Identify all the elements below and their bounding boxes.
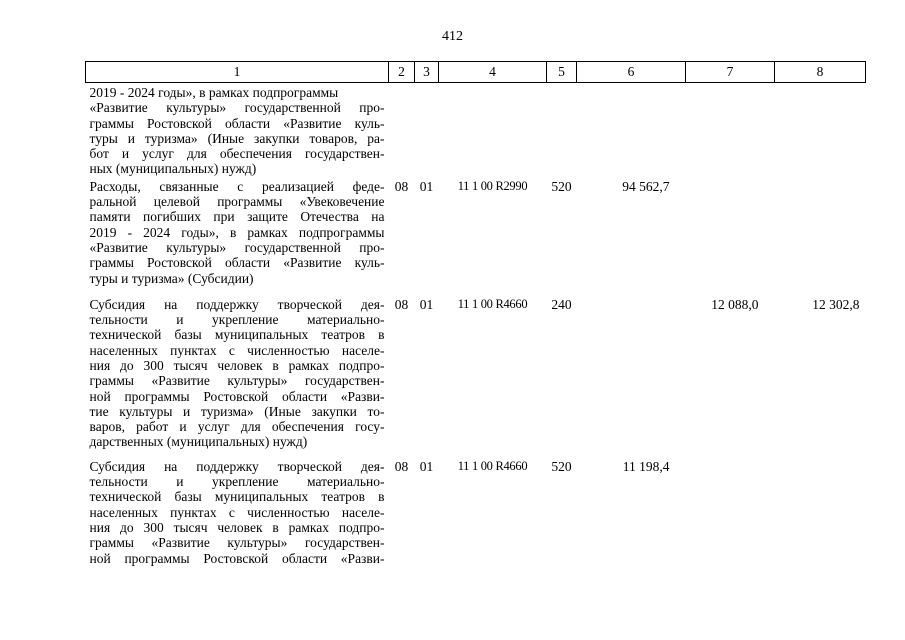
- table-row: [86, 177, 866, 295]
- description-line: технической базы муниципальных театров в: [89, 327, 385, 343]
- description-line: варов, работ и услуг для обеспечения госу-: [89, 419, 385, 435]
- description-line: населенных пунктах с численностью населе-: [89, 504, 385, 520]
- subsection-code: 01: [419, 296, 434, 312]
- column-header: 1: [86, 62, 389, 83]
- column-header: 4: [439, 62, 547, 83]
- amount-col7: [686, 83, 775, 177]
- description-line: Расходы, связанные с реализацией феде-: [89, 178, 385, 194]
- description-line: памяти погибших при защите Отечества на: [89, 209, 385, 225]
- amount-col8: [775, 177, 866, 295]
- amount-col6: [577, 295, 686, 457]
- description-line: 2019 - 2024 годы», в рамках подпрограммы: [89, 85, 339, 100]
- amount-col8: [775, 83, 866, 177]
- expense-type-code: 520: [551, 178, 572, 194]
- description-line: дарственных (муниципальных) нужд): [89, 434, 308, 450]
- section-code: 08: [394, 458, 409, 474]
- table-row: [86, 457, 866, 569]
- target-article-code: 11 1 00 R4660: [457, 458, 528, 473]
- column-header: 6: [577, 62, 686, 83]
- column-header: 7: [686, 62, 775, 83]
- subsection-code: 01: [419, 178, 434, 194]
- description-line: ной программы Ростовской области «Разви-: [89, 550, 385, 566]
- column-header: 2: [389, 62, 415, 83]
- section-code: 08: [394, 296, 409, 312]
- description-line: граммы «Развитие культуры» государствен-: [89, 535, 385, 551]
- description-line: ральной целевой программы «Увековечение: [89, 194, 385, 210]
- description-line: Субсидия на поддержку творческой дея-: [89, 458, 385, 474]
- column-header: 3: [415, 62, 439, 83]
- amount-col7: 12 088,0: [711, 296, 759, 312]
- section-code: [389, 83, 415, 177]
- description-line: Субсидия на поддержку творческой дея-: [89, 296, 385, 312]
- amount-col8: 12 302,8: [812, 296, 860, 312]
- description-line: населенных пунктах с численностью населе-: [89, 342, 385, 358]
- amount-col7: [686, 457, 775, 569]
- amount-col7: [686, 177, 775, 295]
- expense-type-code: 520: [551, 458, 572, 474]
- table-row: [86, 83, 866, 177]
- subsection-code: [415, 83, 439, 177]
- description-line: ния до 300 тысяч человек в рамках подпро-: [89, 357, 385, 373]
- section-code: 08: [394, 178, 409, 194]
- page-number: 412: [442, 29, 463, 44]
- description-line: тельности и укрепление материально-: [89, 312, 385, 328]
- description-line: «Развитие культуры» государственной про-: [89, 239, 385, 255]
- description-line: туры и туризма» (Субсидии): [89, 270, 254, 286]
- description-line: ных (муниципальных) нужд): [89, 161, 257, 177]
- description-line: граммы «Развитие культуры» государствен-: [89, 373, 385, 389]
- column-header: 5: [547, 62, 577, 83]
- amount-col8: [775, 457, 866, 569]
- description-line: технической базы муниципальных театров в: [89, 489, 385, 505]
- target-article-code: 11 1 00 R4660: [457, 296, 528, 311]
- target-article-code: 11 1 00 R2990: [457, 178, 528, 193]
- amount-col6: 94 562,7: [622, 178, 670, 194]
- expense-type-code: [547, 83, 577, 177]
- description-line: 2019 - 2024 годы», в рамках подпрограммы: [89, 224, 385, 240]
- row-description: [86, 295, 389, 457]
- description-line: бот и услуг для обеспечения государствен-: [89, 146, 385, 162]
- subsection-code: 01: [419, 458, 434, 474]
- description-line: граммы Ростовской области «Развитие куль-: [89, 255, 385, 271]
- description-line: граммы Ростовской области «Развитие куль-: [89, 115, 385, 131]
- target-article-code: [439, 83, 547, 177]
- table-row: [86, 295, 866, 457]
- row-description: [86, 177, 389, 295]
- expense-type-code: 240: [551, 296, 572, 312]
- row-description: [86, 83, 389, 177]
- description-line: ния до 300 тысяч человек в рамках подпро-: [89, 519, 385, 535]
- budget-table: [85, 61, 866, 569]
- column-header: 8: [775, 62, 866, 83]
- description-line: тие культуры и туризма» (Иные закупки то-: [89, 403, 385, 419]
- description-line: туры и туризма» (Иные закупки товаров, ра-: [89, 130, 385, 146]
- amount-col6: [577, 83, 686, 177]
- description-line: тельности и укрепление материально-: [89, 474, 385, 490]
- table-header-row: [86, 62, 866, 83]
- amount-col6: 11 198,4: [622, 458, 670, 474]
- row-description: [86, 457, 389, 569]
- description-line: ной программы Ростовской области «Разви-: [89, 388, 385, 404]
- description-line: «Развитие культуры» государственной про-: [89, 100, 385, 116]
